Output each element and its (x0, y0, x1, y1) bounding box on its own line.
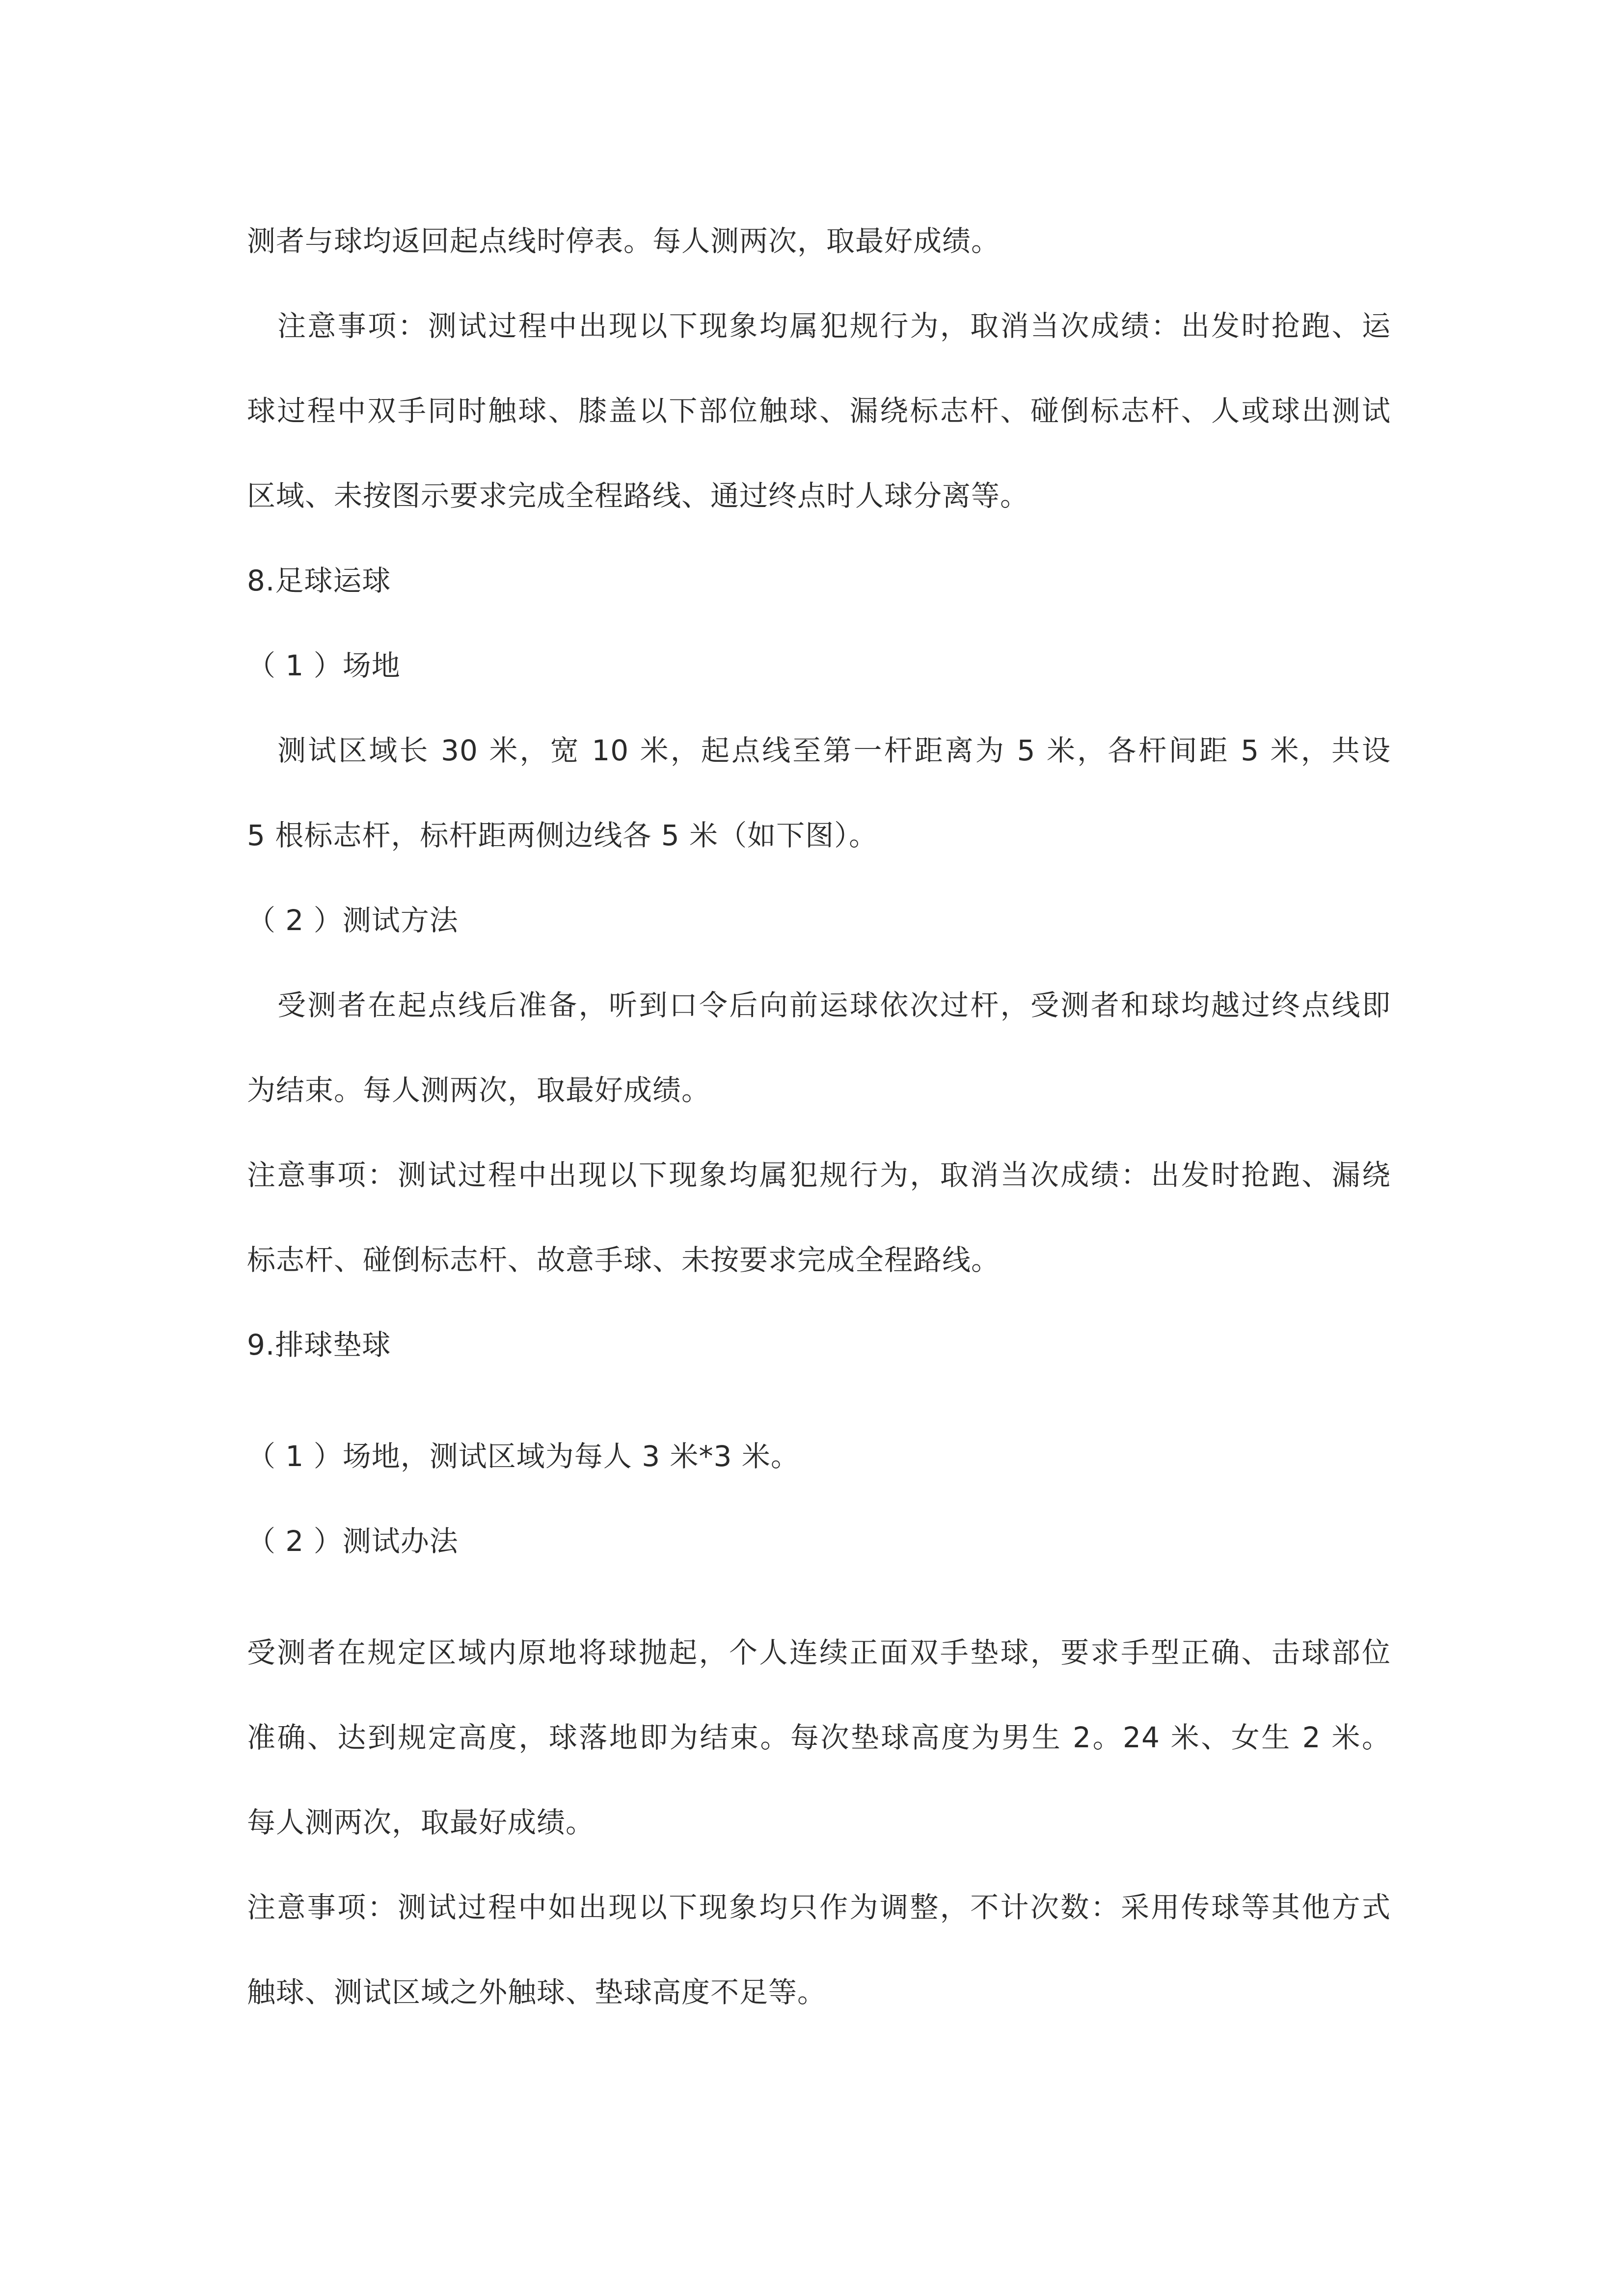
paragraph-line: 标志杆、碰倒标志杆、故意手球、未按要求完成全程路线。 (247, 1243, 1001, 1277)
paragraph-line: 区域、未按图示要求完成全程路线、通过终点时人球分离等。 (247, 479, 1029, 512)
paragraph-line: 测试区域长 30 米，宽 10 米，起点线至第一杆距离为 5 米，各杆间距 5 米，共设 (277, 734, 1391, 767)
paragraph-line: 测者与球均返回起点线时停表。每人测两次，取最好成绩。 (247, 224, 1001, 258)
paragraph-line: 注意事项：测试过程中如出现以下现象均只作为调整，不计次数：采用传球等其他方式 (247, 1891, 1391, 1924)
paragraph-line: 为结束。每人测两次，取最好成绩。 (247, 1073, 711, 1107)
paragraph-line: 受测者在起点线后准备，听到口令后向前运球依次过杆，受测者和球均越过终点线即 (277, 988, 1391, 1022)
paragraph-line: 每人测两次，取最好成绩。 (247, 1806, 595, 1839)
subsection-heading: （ 1 ）场地，测试区域为每人 3 米*3 米。 (247, 1440, 800, 1473)
paragraph-line: 球过程中双手同时触球、膝盖以下部位触球、漏绕标志杆、碰倒标志杆、人或球出测试 (247, 394, 1391, 427)
paragraph-line: 注意事项：测试过程中出现以下现象均属犯规行为，取消当次成绩：出发时抢跑、运 (277, 309, 1391, 343)
paragraph-line: 5 根标志杆，标杆距两侧边线各 5 米（如下图）。 (247, 819, 878, 852)
subsection-heading: （ 2 ）测试办法 (247, 1524, 459, 1558)
subsection-heading: （ 1 ）场地 (247, 649, 401, 682)
section-heading: 8.足球运球 (247, 564, 391, 597)
paragraph-line: 注意事项：测试过程中出现以下现象均属犯规行为，取消当次成绩：出发时抢跑、漏绕 (247, 1158, 1391, 1192)
subsection-heading: （ 2 ）测试方法 (247, 904, 459, 937)
section-heading: 9.排球垫球 (247, 1328, 391, 1362)
paragraph-line: 触球、测试区域之外触球、垫球高度不足等。 (247, 1976, 827, 2009)
paragraph-line: 受测者在规定区域内原地将球抛起，个人连续正面双手垫球，要求手型正确、击球部位 (247, 1636, 1391, 1669)
paragraph-line: 准确、达到规定高度，球落地即为结束。每次垫球高度为男生 2。24 米、女生 2 米。 (247, 1721, 1391, 1754)
